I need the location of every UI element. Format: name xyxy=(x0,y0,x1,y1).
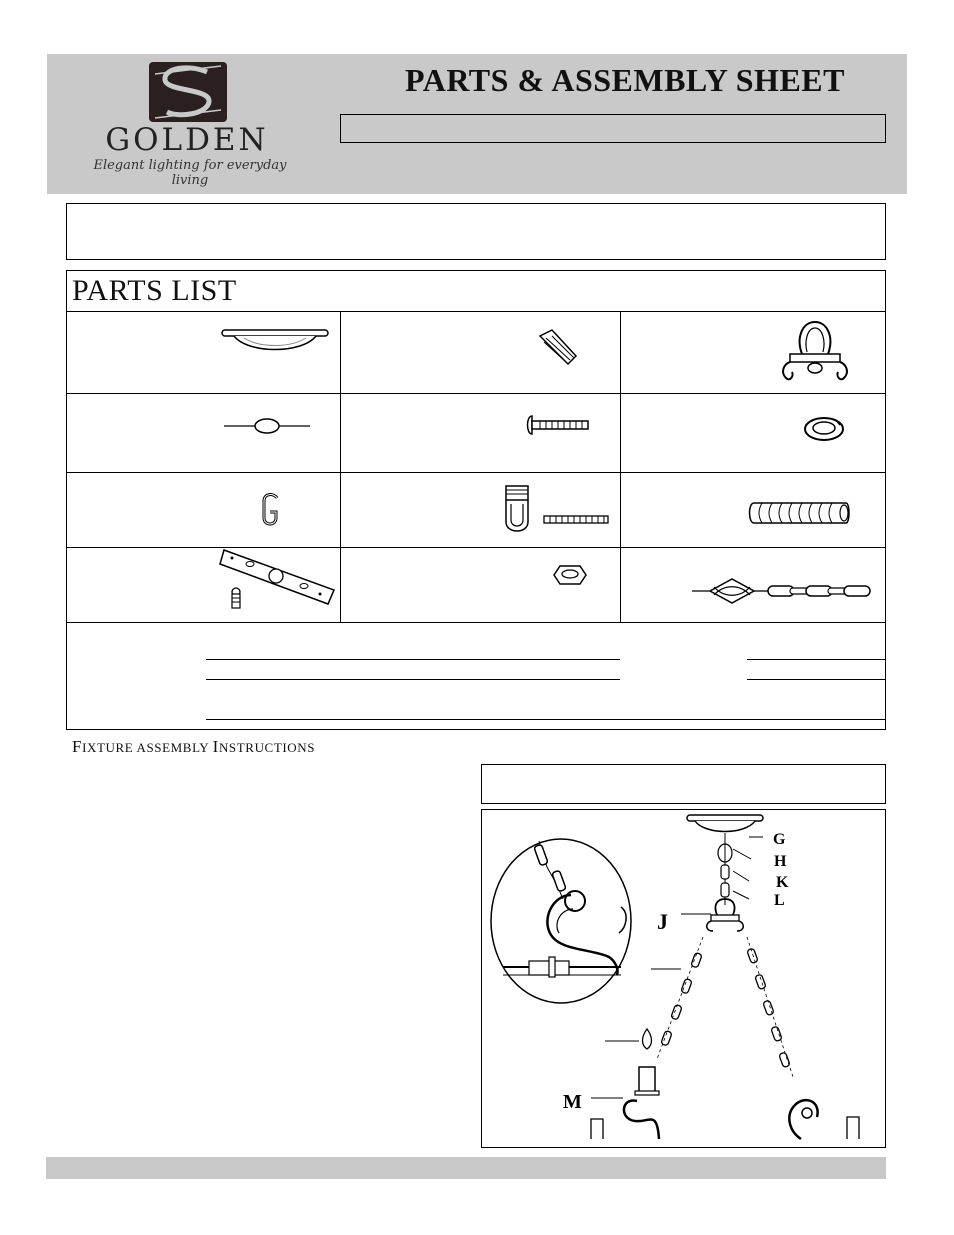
instructions-title xyxy=(72,737,315,757)
brand-tagline: Elegant lighting for everyday living xyxy=(93,158,287,188)
instructions-title-cap: F xyxy=(72,737,83,756)
table-divider xyxy=(66,547,886,548)
candle-bulb-icon xyxy=(643,1029,652,1049)
page-title: PARTS & ASSEMBLY SHEET xyxy=(405,62,845,98)
detail-zoom-circle xyxy=(491,839,631,1003)
table-divider xyxy=(620,311,621,622)
loop-ring-icon xyxy=(780,318,850,384)
instructions-title-text: IXTURE ASSEMBLY xyxy=(82,740,213,755)
label-M: M xyxy=(563,1091,582,1113)
label-J: J xyxy=(657,909,668,934)
info-line xyxy=(206,679,620,680)
diagram-caption-box xyxy=(481,764,886,804)
chain-icon xyxy=(692,574,872,608)
wire-nut-icon xyxy=(536,328,584,368)
instructions-title-cap: I xyxy=(212,737,219,756)
left-chain xyxy=(661,952,702,1046)
hex-nut-icon xyxy=(552,564,588,586)
parts-list-title: PARTS LIST xyxy=(72,274,237,307)
info-line xyxy=(206,659,620,660)
assembly-illustration xyxy=(481,809,886,1148)
label-H: H xyxy=(774,853,787,870)
footer-band xyxy=(46,1157,886,1179)
notice-box xyxy=(66,203,886,260)
table-divider xyxy=(66,393,886,394)
table-divider xyxy=(340,311,341,622)
canopy-icon xyxy=(220,328,330,356)
s-hook-icon xyxy=(260,492,282,528)
chain-link-wire-icon xyxy=(224,416,310,436)
crossbar-and-screw-icon xyxy=(218,546,336,612)
info-line xyxy=(206,719,886,720)
table-divider xyxy=(66,311,886,312)
swivel-hook-and-nipple-icon xyxy=(498,484,610,540)
right-chain xyxy=(747,948,790,1068)
chain-cover-sleeve-icon xyxy=(746,500,852,526)
info-line xyxy=(747,679,886,680)
table-divider xyxy=(66,622,886,623)
label-L: L xyxy=(774,892,785,909)
golden-logo-icon xyxy=(149,62,227,122)
model-number-box xyxy=(340,114,886,143)
label-K: K xyxy=(776,874,789,891)
label-G: G xyxy=(773,831,786,848)
instructions-title-text: NSTRUCTIONS xyxy=(218,740,316,755)
table-divider xyxy=(66,472,886,473)
info-line xyxy=(747,659,886,660)
brand-name: GOLDEN xyxy=(105,122,269,158)
screw-icon xyxy=(524,414,590,436)
lock-washer-icon xyxy=(802,415,846,443)
